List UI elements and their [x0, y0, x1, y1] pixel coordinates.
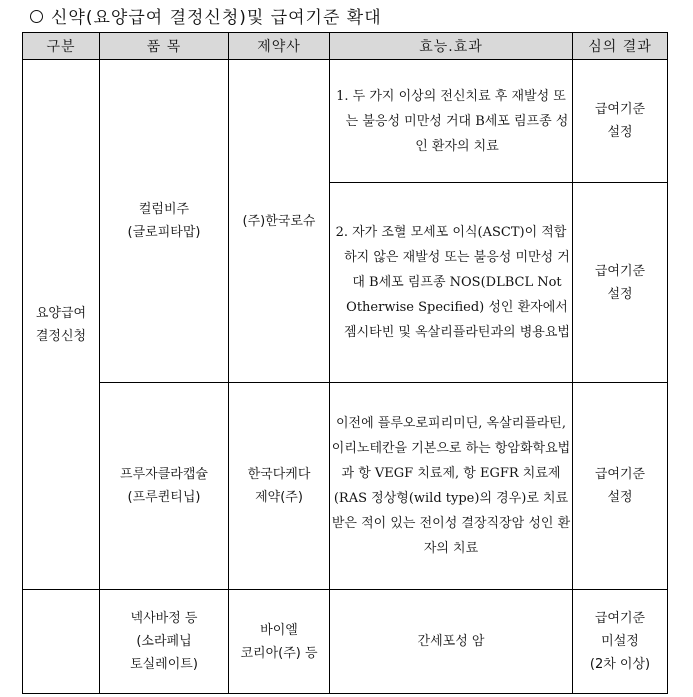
company-name: 한국다케다 [247, 467, 311, 482]
product-ingredient: (글로피타맙) [127, 225, 201, 240]
efficacy-cell [330, 183, 573, 383]
result-line: 급여기준 [594, 263, 646, 279]
category-cell-empty [23, 590, 100, 694]
table-header-row [23, 33, 668, 60]
company-cell [229, 383, 330, 590]
result-line: 미설정 [601, 634, 639, 649]
result-line: 설정 [607, 490, 633, 505]
company-name: 제약(주) [255, 490, 303, 505]
result-line: 급여기준 [594, 467, 646, 482]
company-cell [229, 590, 330, 694]
header-category: 구분 [23, 33, 100, 60]
product-name: 컬럼비주 [138, 202, 190, 217]
result-line: 설정 [607, 286, 633, 302]
result-line: 급여기준 [594, 102, 646, 117]
category-cell [23, 60, 100, 590]
efficacy-text: 간세포성 암 [417, 634, 485, 649]
table-row [23, 60, 668, 183]
result-line: (2차 이상) [589, 657, 651, 672]
product-cell [100, 60, 229, 383]
efficacy-text: 1. 두 가지 이상의 전신치료 후 재발성 또는 불응성 미만성 거대 B세포 림프종 성인 환자의 치료 [336, 88, 569, 154]
company-name: 코리아(주) 등 [240, 645, 318, 661]
product-name: 프루자클라캡슐 [120, 467, 208, 482]
product-ingredient: (프루퀸티닙) [127, 490, 201, 505]
result-cell [573, 60, 668, 183]
efficacy-cell [330, 60, 573, 183]
efficacy-text: 2. 자가 조혈 모세포 이식(ASCT)이 적합하지 않은 재발성 또는 불응성 미만성 거대 B세포 림프종 NOS(DLBCL Not Otherwise Specified) 성인 환자에서 젬시타빈 및 옥살리플라틴과의 병용요법 [335, 225, 570, 340]
category-line: 요양급여 [35, 305, 87, 321]
category-line: 결정신청 [35, 328, 87, 344]
table-row [23, 590, 668, 694]
efficacy-cell [330, 590, 573, 694]
product-ingredient: (소라페닙 [136, 634, 192, 649]
product-cell [100, 383, 229, 590]
table-row [23, 383, 668, 590]
header-efficacy: 효능.효과 [330, 33, 573, 60]
product-name: 넥사바정 등 [130, 611, 198, 626]
product-ingredient: 토실레이트) [130, 657, 198, 672]
product-cell [100, 590, 229, 694]
header-product: 품 목 [100, 33, 229, 60]
circle-bullet-icon [30, 10, 43, 23]
result-line: 급여기준 [594, 611, 646, 626]
efficacy-text: 이전에 플루오로피리미딘, 옥살리플라틴, 이리노테칸을 기본으로 하는 항암화학요법과 항 VEGF 치료제, 항 EGFR 치료제(RAS 정상형(wild type)의 경우)로 치료받은 적이 있는 전이성 결장직장암 성인 환자의 치료 [331, 416, 571, 556]
efficacy-cell [330, 383, 573, 590]
section-title-text: 신약(요양급여 결정신청)및 급여기준 확대 [51, 8, 382, 28]
header-company: 제약사 [229, 33, 330, 60]
section-title [30, 3, 382, 28]
result-line: 설정 [607, 125, 633, 140]
drug-review-table [22, 32, 668, 694]
company-name: 바이엘 [260, 622, 298, 638]
company-cell [229, 60, 330, 383]
company-name: (주)한국로슈 [242, 213, 316, 229]
result-cell [573, 590, 668, 694]
result-cell [573, 183, 668, 383]
result-cell [573, 383, 668, 590]
header-result: 심의 결과 [573, 33, 668, 60]
